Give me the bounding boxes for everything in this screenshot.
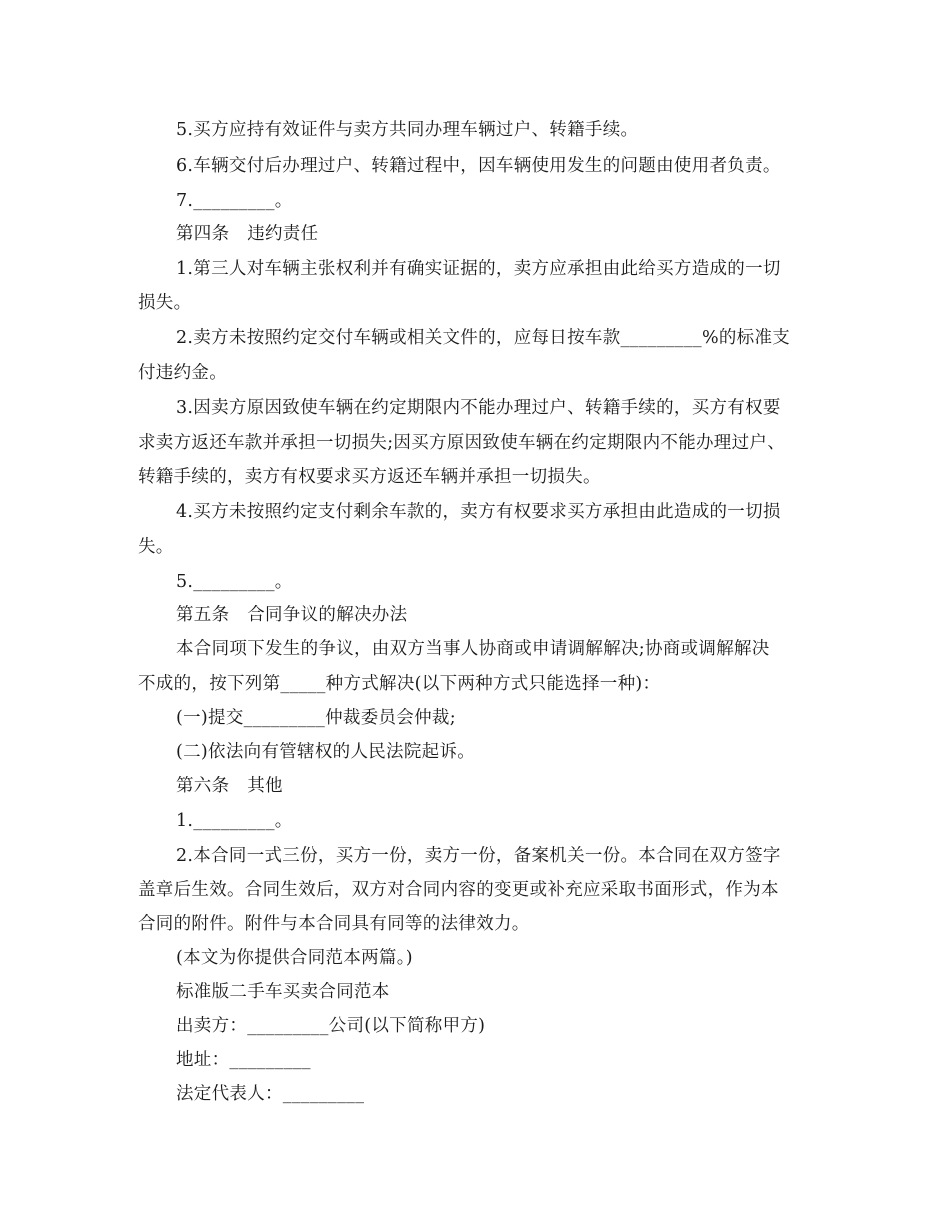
clause-6-item-2-line-3: 合同的附件。附件与本合同具有同等的法律效力。	[138, 914, 530, 934]
note-line: (本文为你提供合同范本两篇。)	[176, 948, 413, 968]
clause-4-item-5: 5._________。	[176, 572, 293, 592]
clause-3-item-6: 6.车辆交付后办理过户、转籍过程中，因车辆使用发生的问题由使用者负责。	[176, 156, 781, 176]
clause-6-item-2-line-2: 盖章后生效。合同生效后，双方对合同内容的变更或补充应采取书面形式，作为本	[138, 880, 779, 900]
clause-5-para-line-2: 不成的，按下列第_____种方式解决(以下两种方式只能选择一种)：	[138, 674, 661, 694]
address-field: 地址：_________	[176, 1050, 311, 1070]
clause-4-item-4-line-1: 4.买方未按照约定支付剩余车款的，卖方有权要求买方承担由此造成的一切损	[176, 502, 781, 522]
clause-3-item-5: 5.买方应持有效证件与卖方共同办理车辆过户、转籍手续。	[176, 120, 639, 140]
clause-4-item-1-line-2: 损失。	[138, 293, 192, 313]
clause-4-item-2-line-2: 付违约金。	[138, 363, 227, 383]
clause-4-item-3-line-2: 求卖方返还车款并承担一切损失;因买方原因致使车辆在约定期限内不能办理过户、	[138, 433, 785, 453]
clause-5-option-2: (二)依法向有管辖权的人民法院起诉。	[176, 742, 476, 762]
clause-3-item-7: 7._________。	[176, 191, 293, 211]
legal-representative-field: 法定代表人：_________	[176, 1084, 365, 1104]
clause-6-item-1: 1._________。	[176, 811, 293, 831]
clause-5-heading: 第五条 合同争议的解决办法	[176, 605, 408, 625]
clause-5-para-line-1: 本合同项下发生的争议，由双方当事人协商或申请调解解决;协商或调解解决	[176, 639, 770, 659]
seller-field: 出卖方：_________公司(以下简称甲方)	[176, 1016, 486, 1036]
clause-4-heading: 第四条 违约责任	[176, 224, 319, 244]
contract-title: 标准版二手车买卖合同范本	[176, 982, 390, 1002]
clause-6-heading: 第六条 其他	[176, 776, 283, 796]
clause-4-item-2-line-1: 2.卖方未按照约定交付车辆或相关文件的，应每日按车款_________%的标准支	[176, 328, 791, 348]
clause-5-option-1: (一)提交_________仲裁委员会仲裁;	[176, 708, 456, 728]
clause-6-item-2-line-1: 2.本合同一式三份，买方一份，卖方一份，备案机关一份。本合同在双方签字	[176, 846, 781, 866]
clause-4-item-3-line-3: 转籍手续的，卖方有权要求买方返还车辆并承担一切损失。	[138, 467, 601, 487]
clause-4-item-3-line-1: 3.因卖方原因致使车辆在约定期限内不能办理过户、转籍手续的，买方有权要	[176, 398, 781, 418]
clause-4-item-1-line-1: 1.第三人对车辆主张权利并有确实证据的，卖方应承担由此给买方造成的一切	[176, 259, 781, 279]
clause-4-item-4-line-2: 失。	[138, 537, 174, 557]
